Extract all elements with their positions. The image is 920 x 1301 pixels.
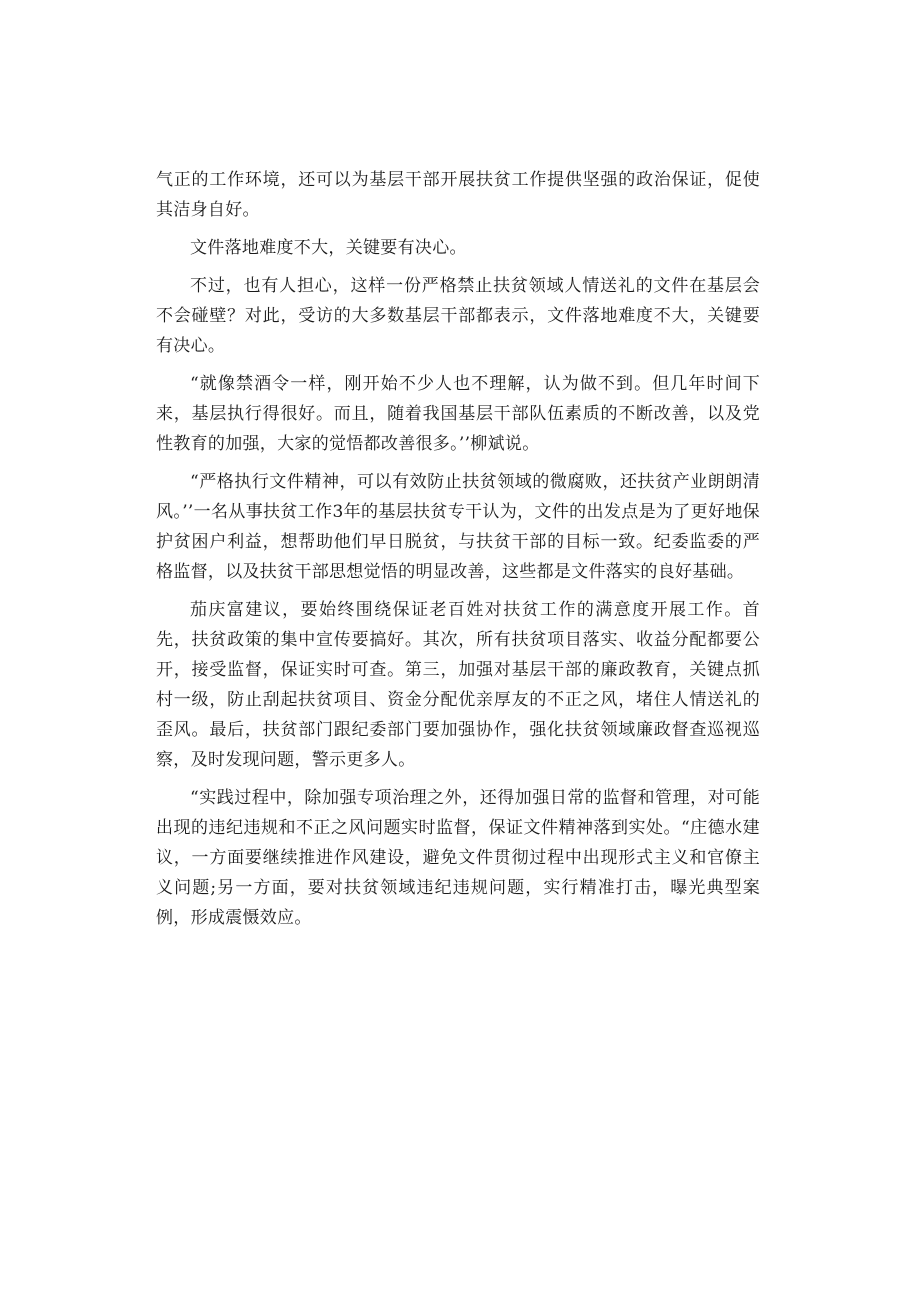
- paragraph: 茄庆富建议，要始终围绕保证老百姓对扶贫工作的满意度开展工作。首先，扶贫政策的集中宣传要搞好。其次，所有扶贫项目落实、收益分配都要公开，接受监督，保证实时可查。第三，加强对基层干部的廉政教育，关键点抓村一级，防止刮起扶贫项目、资金分配优亲厚友的不正之风，堵住人情送礼的歪风。最后，扶贫部门跟纪委部门要加强协作，强化扶贫领域廉政督查巡视巡察，及时发现问题，警示更多人。: [156, 600, 760, 770]
- paragraph: “严格执行文件精神，可以有效防止扶贫领域的微腐败，还扶贫产业朗朗清风。’’一名从事扶贫工作3年的基层扶贫专干认为，文件的出发点是为了更好地保护贫困户利益，想帮助他们早日脱贫，与扶贫干部的目标一致。纪委监委的严格监督，以及扶贫干部思想觉悟的明显改善，这些都是文件落实的良好基础。: [156, 472, 760, 582]
- paragraph-subheading: 文件落地难度不大，关键要有决心。: [190, 238, 467, 258]
- paragraph: “实践过程中，除加强专项治理之外，还得加强日常的监督和管理，对可能出现的违纪违规和不正之风问题实时监督，保证文件精神落到实处。“庄德水建议，一方面要继续推进作风建设，避免文件贯彻过程中出现形式主义和官僚主义问题;另一方面，要对扶贫领域违纪违规问题，实行精准打击，曝光典型案例，形成震慑效应。: [156, 788, 760, 928]
- paragraph: 不过，也有人担心，这样一份严格禁止扶贫领域人情送礼的文件在基层会不会碰壁？对此，受访的大多数基层干部都表示，文件落地难度不大，关键要有决心。: [156, 276, 760, 356]
- article-body: [156, 165, 760, 941]
- paragraph: “就像禁酒令一样，刚开始不少人也不理解，认为做不到。但几年时间下来，基层执行得很好。而且，随着我国基层干部队伍素质的不断改善，以及党性教育的加强，大家的觉悟都改善很多。’’柳斌说。: [156, 374, 760, 454]
- paragraph-continuation: 气正的工作环境，还可以为基层干部开展扶贫工作提供坚强的政治保证，促使其洁身自好。: [156, 170, 760, 220]
